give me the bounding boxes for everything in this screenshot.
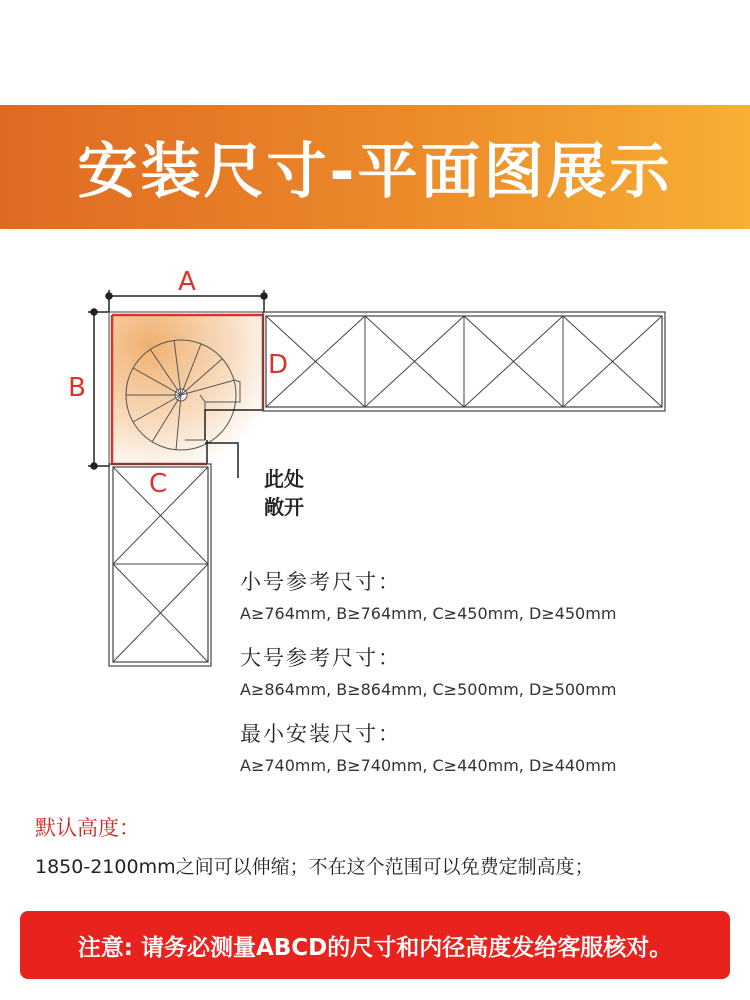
panel <box>563 316 662 407</box>
label-b: B <box>68 373 86 403</box>
title-banner <box>0 105 750 229</box>
dimension-line-b <box>88 309 110 469</box>
default-height-label: 默认高度： <box>35 816 140 840</box>
label-c: C <box>149 469 168 499</box>
horizontal-floor-panels <box>263 312 665 411</box>
label-a: A <box>178 267 196 297</box>
spec-large <box>240 642 616 699</box>
spec-large-title: 大号参考尺寸： <box>240 646 401 670</box>
page-title: 安装尺寸-平面图展示 <box>77 137 673 207</box>
spec-minimum <box>240 718 616 775</box>
notice-text: 注意: 请务必测量ABCD的尺寸和内径高度发给客服核对。 <box>77 934 673 961</box>
spec-small-title: 小号参考尺寸： <box>240 570 401 594</box>
spec-large-values: A≥864mm, B≥864mm, C≥500mm, D≥500mm <box>240 680 617 699</box>
notice-banner <box>20 911 730 979</box>
spec-minimum-values: A≥740mm, B≥740mm, C≥440mm, D≥440mm <box>240 756 617 775</box>
spec-small <box>240 566 616 623</box>
panel <box>464 316 563 407</box>
spec-minimum-title: 最小安装尺寸： <box>240 722 401 746</box>
panel <box>365 316 464 407</box>
spec-small-values: A≥764mm, B≥764mm, C≥450mm, D≥450mm <box>240 604 617 623</box>
opening-note-line2: 敞开 <box>264 497 304 519</box>
panel <box>113 564 208 662</box>
opening-note-line1: 此处 <box>264 469 304 491</box>
label-d: D <box>268 350 289 380</box>
default-height-text: 1850-2100mm之间可以伸缩；不在这个范围可以免费定制高度； <box>35 856 594 878</box>
